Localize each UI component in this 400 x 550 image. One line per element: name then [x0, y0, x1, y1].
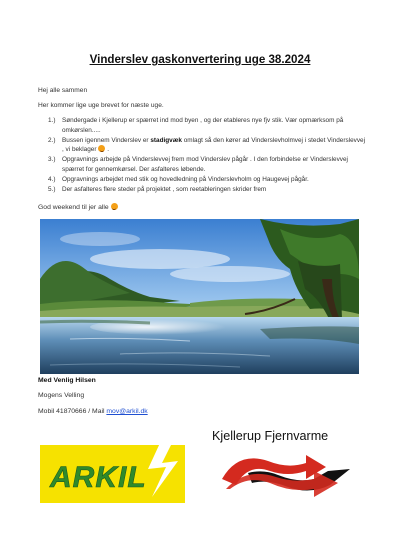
list-number: 5.): [48, 186, 56, 194]
list-item: [48, 175, 368, 185]
contact-line: [38, 408, 148, 415]
list-text: Opgravnings arbejdet med stik og hovedledning på Vinderslevholm og Haugevej pågår.: [62, 176, 309, 184]
list-number: 4.): [48, 176, 56, 184]
list-item: [48, 155, 368, 174]
list-text-post: omlagt så den kører ad Vinderslevholmvej i stedet Vinderslevvej , vi beklager: [62, 136, 366, 154]
kjellerup-fjernvarme-title: Kjellerup Fjernvarme: [212, 429, 329, 443]
smiling-face-emoji-icon: [111, 203, 118, 210]
kjellerup-fjernvarme-logo: [218, 449, 358, 501]
weekend-label: God weekend til jer alle: [38, 204, 109, 211]
list-item: [48, 185, 368, 195]
list-number: 3.): [48, 156, 56, 164]
greeting-text: Hej alle sammen: [38, 87, 88, 94]
list-text: Bussen igennem Vinderslev er stadigvæk omlagt så den kører ad Vinderslevholmvej i stedet Vinderslevvej , vi beklager .: [62, 136, 366, 154]
contact-prefix: Mobil 41870666 / Mail: [38, 408, 107, 415]
list-text-pre: Bussen igennem Vinderslev er: [62, 136, 151, 144]
page-title: Vinderslev gaskonvertering uge 38.2024: [89, 53, 311, 66]
list-number: 2.): [48, 136, 56, 144]
update-list: [48, 116, 368, 195]
list-item: [48, 136, 368, 155]
list-text-bold: stadigvæk: [150, 136, 182, 144]
weekend-text: [38, 203, 118, 211]
list-number: 1.): [48, 117, 56, 124]
list-text: Der asfalteres flere steder på projektet , som reetableringen skrider frem: [62, 186, 267, 194]
sad-face-emoji-icon: [98, 145, 105, 152]
list-item: [48, 116, 368, 135]
list-text: Opgravnings arbejde på Vinderslevvej frem mod Vinderslev pågår . I den forbindelse er Vinderslevvej spærret for gennemkørsel. Der asfalteres løbende.: [62, 156, 348, 173]
river-photo: [40, 219, 359, 374]
list-text: Søndergade i Kjellerup er spærret ind mod byen , og der etableres nye fjv stik. Vær opmærksom på omkørslen.....: [62, 117, 344, 134]
arkil-wordmark: ARKIL: [50, 461, 147, 494]
email-link[interactable]: mov@arkil.dk: [106, 408, 148, 415]
sender-name: Mogens Velling: [38, 392, 85, 399]
closing-text: Med Venlig Hilsen: [38, 377, 96, 384]
arkil-logo: [40, 445, 185, 503]
intro-text: Her kommer lige uge brevet for næste uge.: [38, 102, 164, 109]
